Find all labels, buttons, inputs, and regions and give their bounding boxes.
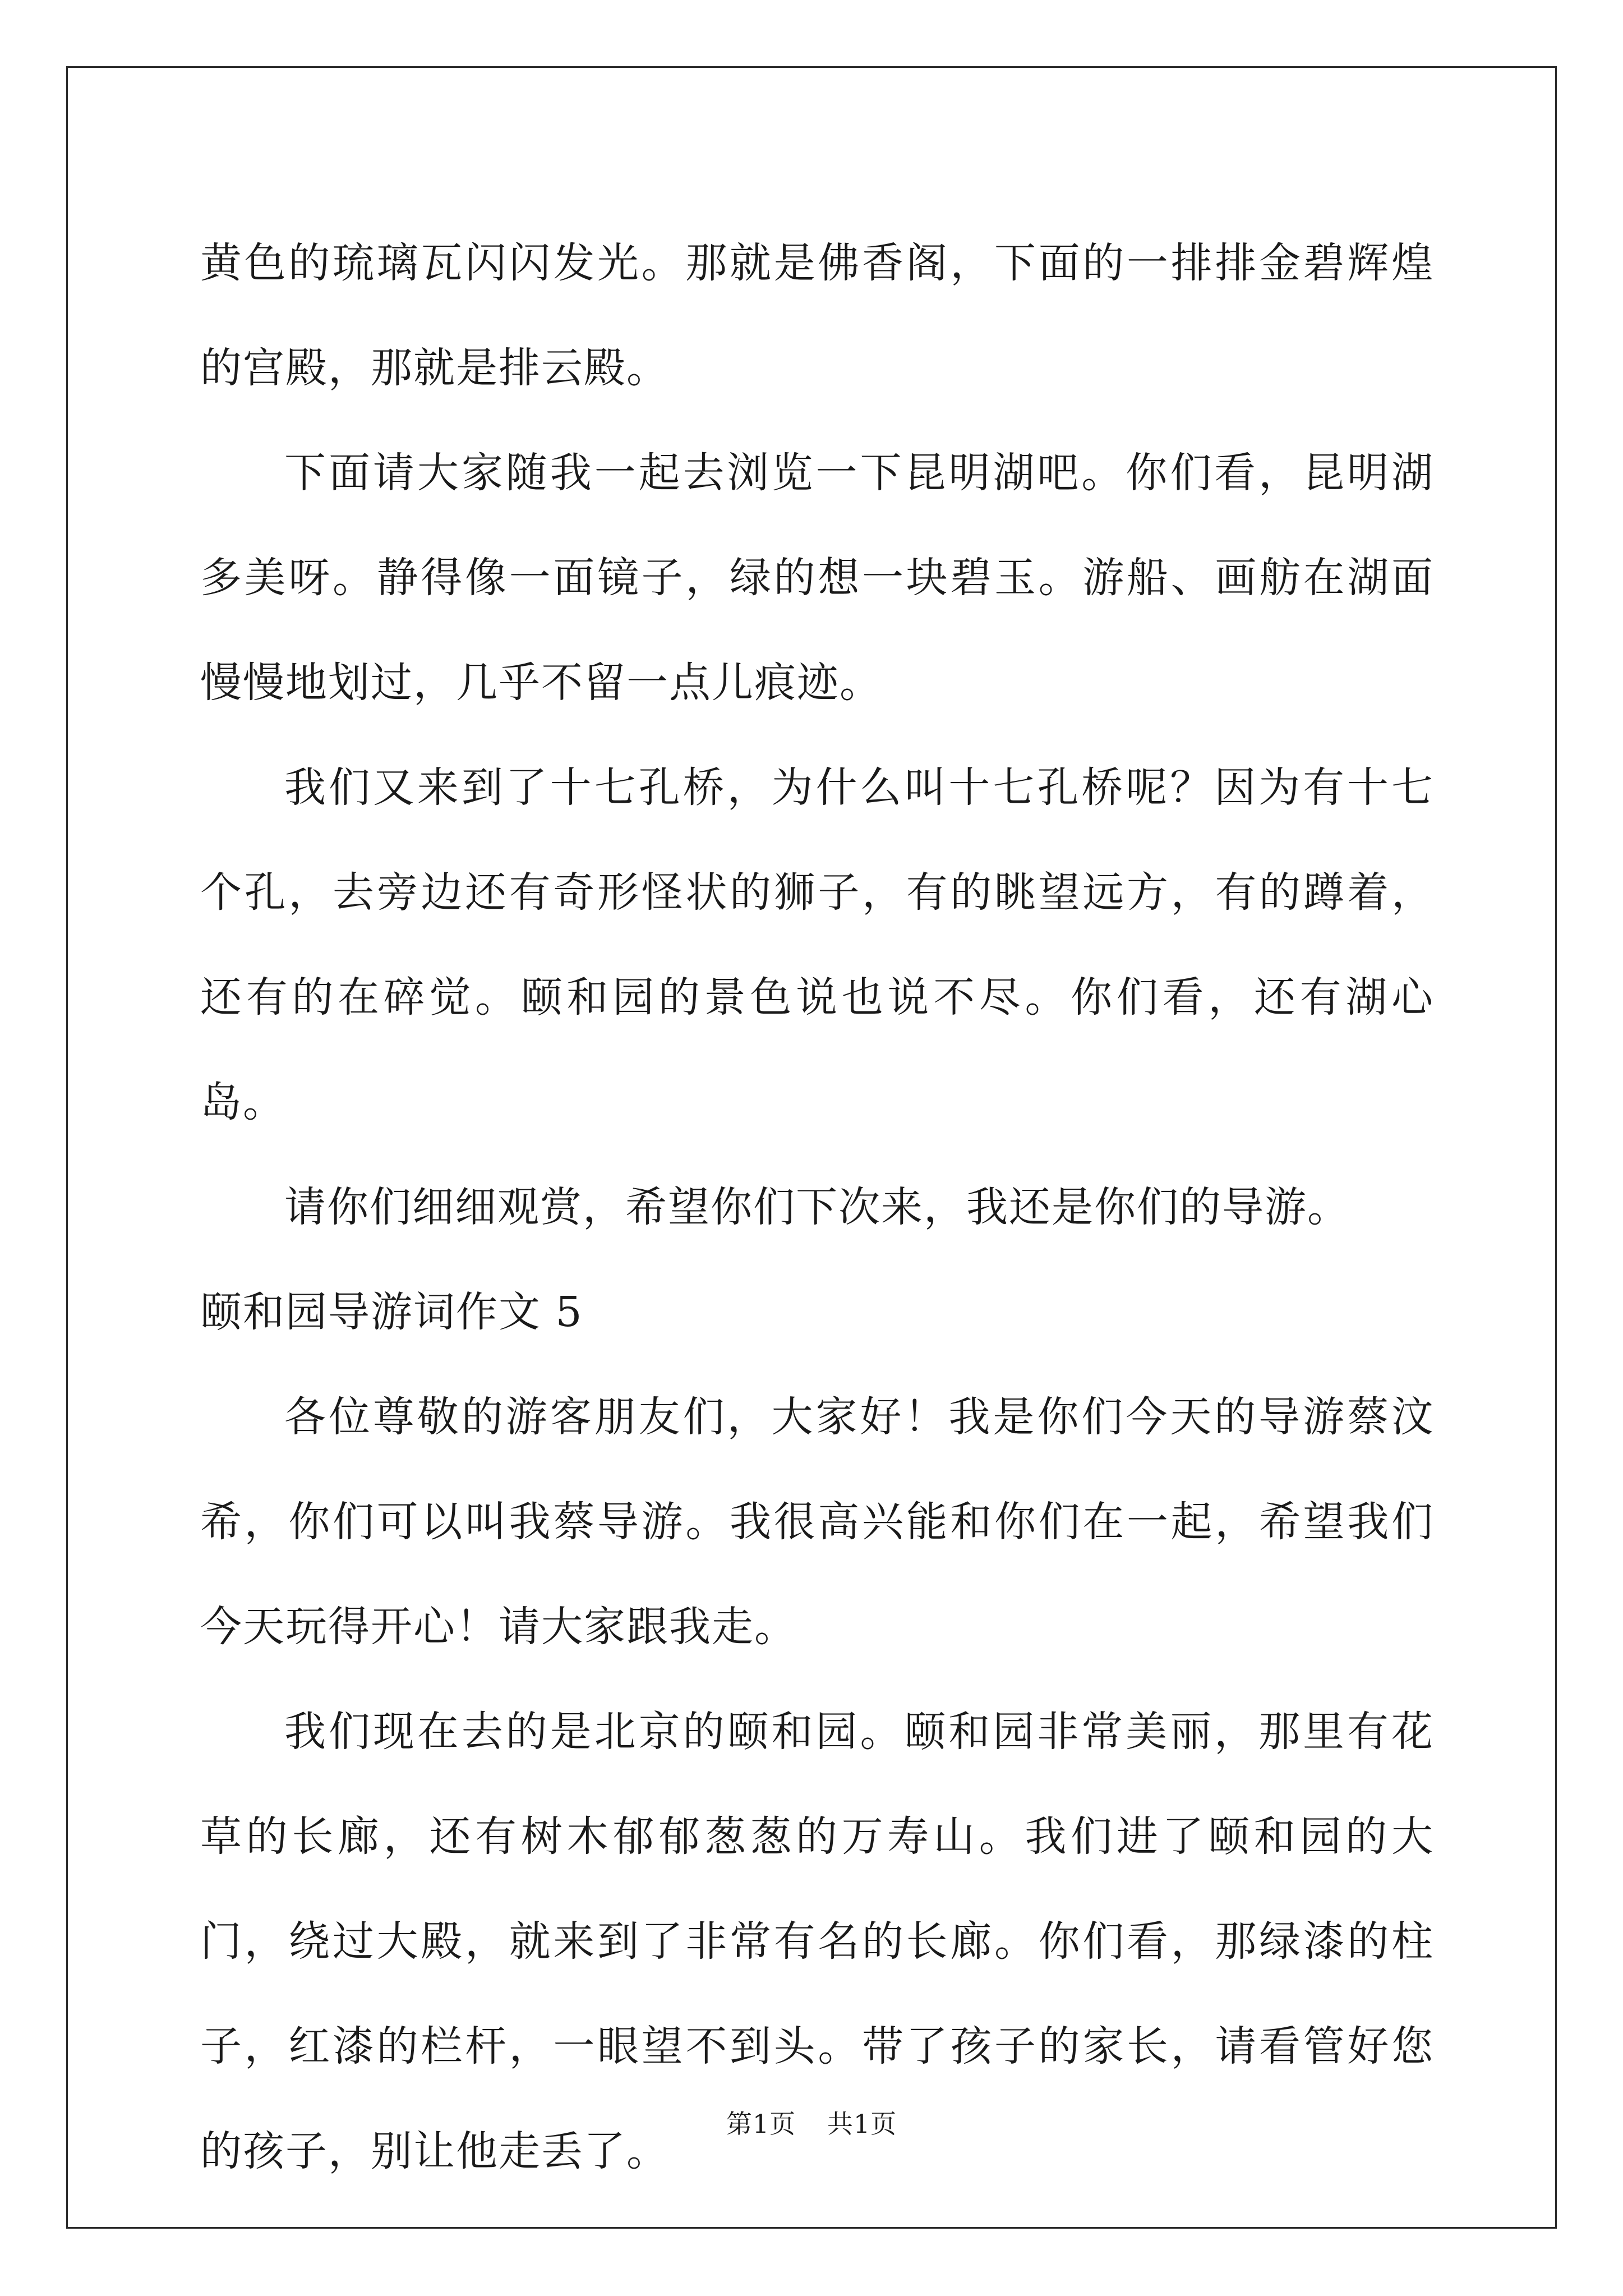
paragraph: 请你们细细观赏，希望你们下次来，我还是你们的导游。 — [284, 1183, 1350, 1231]
page-number: 第1页 — [726, 2109, 796, 2139]
page-total: 共1页 — [827, 2109, 897, 2139]
document-body — [200, 211, 1434, 2204]
paragraph: 下面请大家随我一起去浏览一下昆明湖吧。你们看，昆明湖多美呀。静得像一面镜子，绿的想一块碧玉。游船、画舫在湖面慢慢地划过，几乎不留一点儿痕迹。 — [200, 449, 1434, 707]
section-heading: 颐和园导游词作文 5 — [200, 1288, 583, 1336]
paragraph: 各位尊敬的游客朋友们，大家好！我是你们今天的导游蔡汶希，你们可以叫我蔡导游。我很高兴能和你们在一起，希望我们今天玩得开心！请大家跟我走。 — [200, 1393, 1434, 1651]
paragraph: 我们又来到了十七孔桥，为什么叫十七孔桥呢？因为有十七个孔，去旁边还有奇形怪状的狮子，有的眺望远方，有的蹲着，还有的在碎觉。颐和园的景色说也说不尽。你们看，还有湖心岛。 — [200, 763, 1434, 1126]
page-footer — [0, 2104, 1623, 2141]
paragraph: 黄色的琉璃瓦闪闪发光。那就是佛香阁，下面的一排排金碧辉煌的宫殿，那就是排云殿。 — [200, 239, 1434, 392]
paragraph: 我们现在去的是北京的颐和园。颐和园非常美丽，那里有花草的长廊，还有树木郁郁葱葱的万寿山。我们进了颐和园的大门，绕过大殿，就来到了非常有名的长廊。你们看，那绿漆的柱子，红漆的栏杆，一眼望不到头。带了孩子的家长，请看管好您的孩子，别让他走丢了。 — [200, 1708, 1434, 2175]
